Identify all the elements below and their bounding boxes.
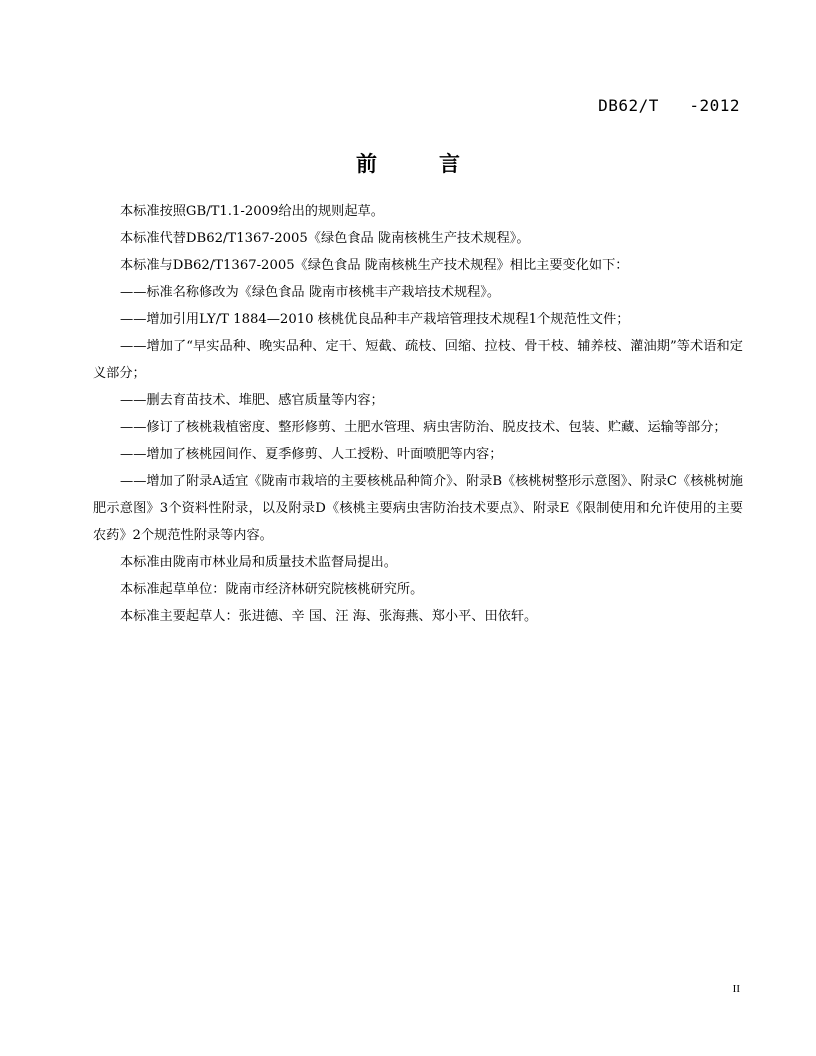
paragraph-replaces: 本标准代替DB62/T1367-2005《绿色食品 陇南核桃生产技术规程》。 [120, 231, 530, 246]
change-item-revised: ——修订了核桃栽植密度、整形修剪、土肥水管理、病虫害防治、脱皮技术、包装、贮藏、运输等部分； [120, 420, 727, 435]
change-item-terms: ——增加了“早实品种、晚实品种、定干、短截、疏枝、回缩、拉枝、骨干枝、辅养枝、灌油期”等术语和定义部分； [93, 339, 743, 381]
change-item-appendices: ——增加了附录A适宜《陇南市栽培的主要核桃品种简介》、附录B《核桃树整形示意图》、附录C《核桃树施肥示意图》3个资料性附录，以及附录D《核桃主要病虫害防治技术要点》、附录E《限制使用和允许使用的主要农药》2个规范性附录等内容。 [93, 474, 743, 543]
preface-body [93, 198, 743, 630]
preface-title: 前言 [356, 151, 522, 176]
change-item-added: ——增加了核桃园间作、夏季修剪、人工授粉、叶面喷肥等内容； [120, 447, 503, 462]
change-item-removed: ——删去育苗技术、堆肥、感官质量等内容； [120, 393, 384, 408]
paragraph-changes-intro: 本标准与DB62/T1367-2005《绿色食品 陇南核桃生产技术规程》相比主要变化如下： [120, 258, 629, 273]
paragraph-drafters: 本标准主要起草人：张进德、辛 国、汪 海、张海燕、郑小平、田依轩。 [120, 609, 538, 624]
change-item-title: ——标准名称修改为《绿色食品 陇南市核桃丰产栽培技术规程》。 [120, 285, 501, 300]
paragraph-drafting-unit: 本标准起草单位：陇南市经济林研究院核桃研究所。 [120, 582, 424, 597]
paragraph-proposed-by: 本标准由陇南市林业局和质量技术监督局提出。 [120, 555, 397, 570]
page-number: II [732, 983, 740, 995]
change-item-reference: ——增加引用LY/T 1884—2010 核桃优良品种丰产栽培管理技术规程1个规范性文件； [120, 312, 630, 327]
paragraph-drafting-rules: 本标准按照GB/T1.1-2009给出的规则起草。 [120, 204, 384, 219]
document-code: DB62/T -2012 [598, 96, 740, 115]
